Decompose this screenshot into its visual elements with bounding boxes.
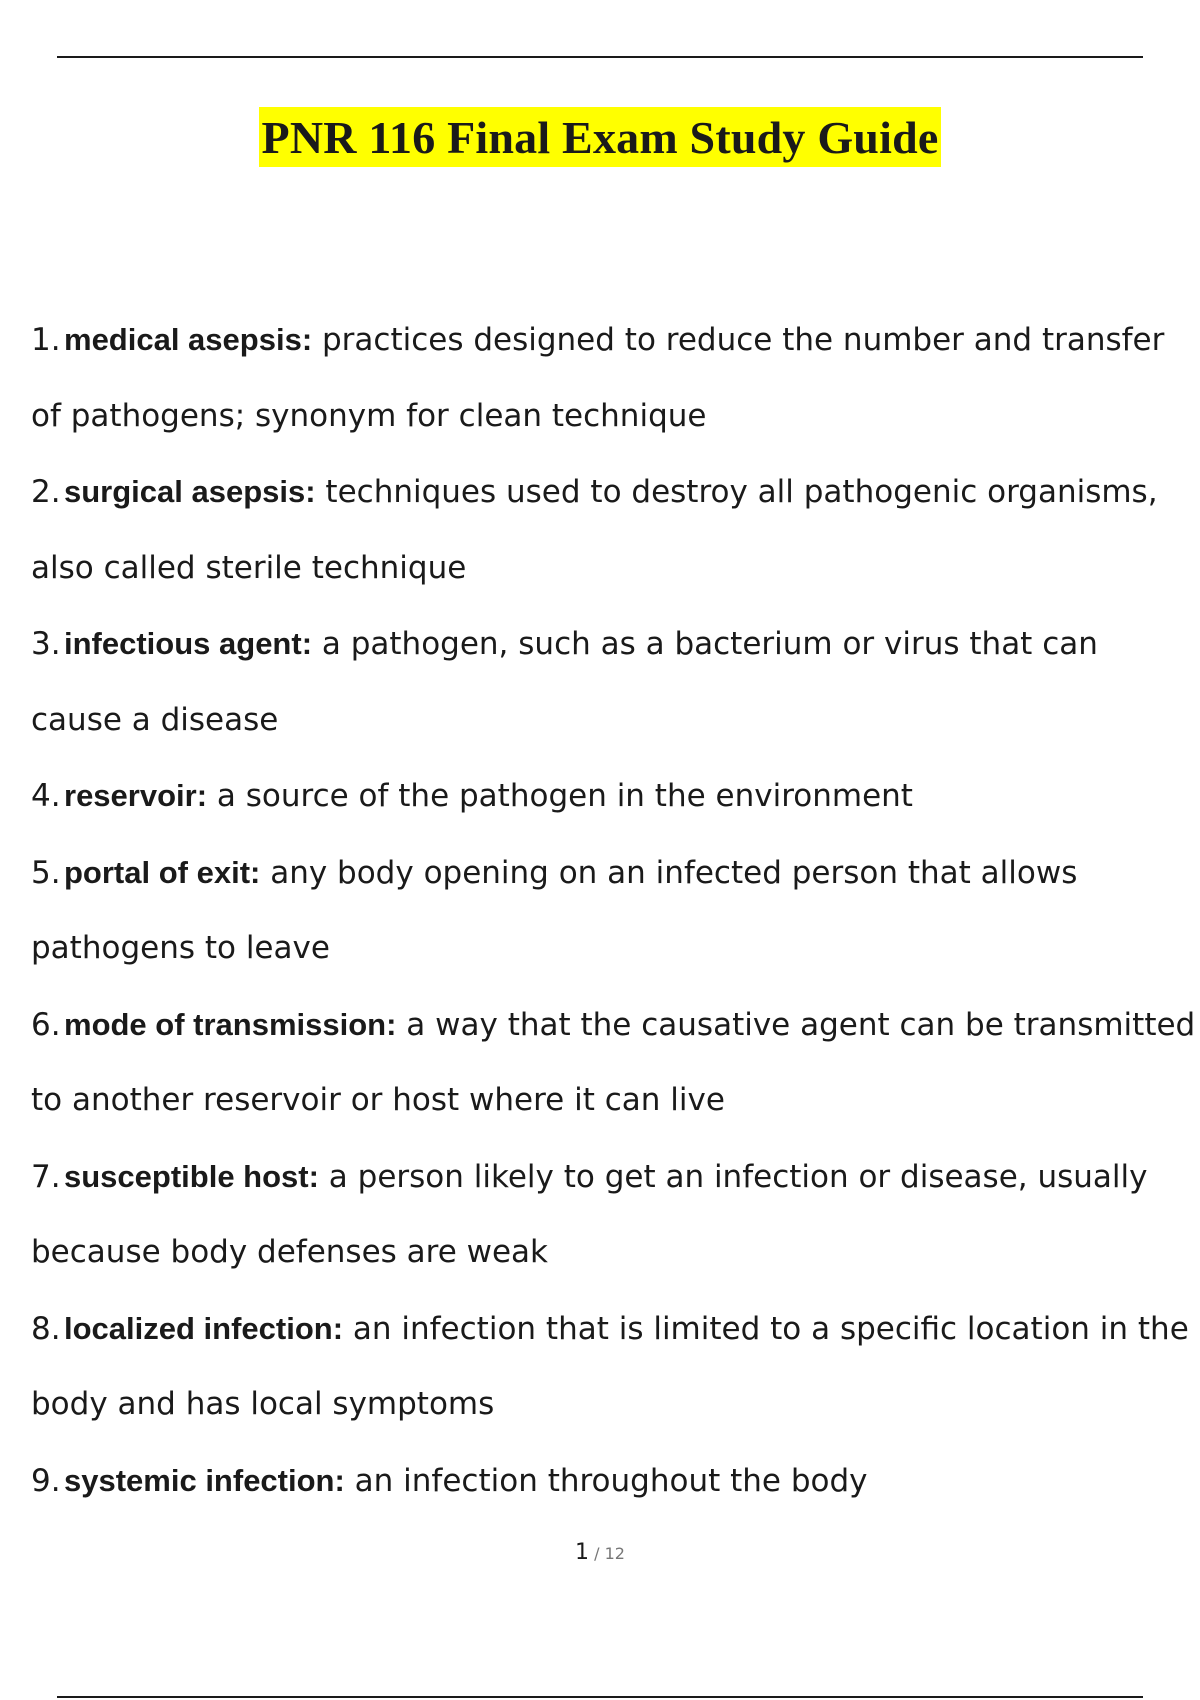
list-item bbox=[31, 758, 1196, 835]
item-term: localized infection: bbox=[64, 1310, 344, 1346]
item-term: infectious agent: bbox=[64, 626, 313, 661]
item-definition: a way that the causative agent can be transmitted to another reservoir or host where it can live bbox=[31, 1006, 1196, 1118]
total-pages: / 12 bbox=[594, 1544, 625, 1563]
item-term: susceptible host: bbox=[64, 1158, 319, 1194]
item-number: 2. bbox=[31, 474, 61, 510]
item-number: 4. bbox=[31, 778, 61, 814]
list-item bbox=[31, 835, 1196, 987]
item-term: medical asepsis: bbox=[64, 322, 313, 357]
list-item bbox=[31, 454, 1196, 606]
item-definition: a pathogen, such as a bacterium or virus that can cause a disease bbox=[31, 626, 1098, 738]
item-term: surgical asepsis: bbox=[64, 474, 316, 509]
item-definition: a source of the pathogen in the environment bbox=[207, 778, 913, 814]
page-title: PNR 116 Final Exam Study Guide bbox=[259, 107, 942, 167]
item-term: systemic infection: bbox=[64, 1462, 345, 1498]
item-definition: a person likely to get an infection or disease, usually because body defenses are weak bbox=[31, 1158, 1148, 1270]
list-item bbox=[31, 302, 1196, 454]
list-item bbox=[31, 987, 1196, 1139]
bottom-rule bbox=[57, 1696, 1143, 1698]
top-rule bbox=[57, 56, 1143, 58]
item-definition: practices designed to reduce the number and transfer of pathogens; synonym for clean technique bbox=[31, 322, 1165, 434]
list-item bbox=[31, 606, 1196, 758]
title-wrapper bbox=[0, 107, 1200, 167]
item-definition: any body opening on an infected person that allows pathogens to leave bbox=[31, 854, 1078, 966]
item-term: portal of exit: bbox=[64, 854, 261, 890]
item-definition: an infection throughout the body bbox=[344, 1462, 868, 1499]
item-number: 9. bbox=[31, 1462, 61, 1499]
study-guide-list bbox=[31, 302, 1196, 1519]
list-item bbox=[31, 1443, 1196, 1520]
page-indicator bbox=[0, 1540, 1200, 1565]
item-term: reservoir: bbox=[64, 778, 208, 813]
list-item bbox=[31, 1139, 1196, 1291]
item-term: mode of transmission: bbox=[64, 1006, 397, 1042]
item-number: 6. bbox=[31, 1006, 61, 1043]
item-number: 7. bbox=[31, 1158, 61, 1195]
item-number: 5. bbox=[31, 854, 61, 891]
current-page-number: 1 bbox=[575, 1540, 590, 1565]
item-number: 8. bbox=[31, 1310, 61, 1347]
item-number: 3. bbox=[31, 626, 61, 662]
list-item bbox=[31, 1291, 1196, 1443]
item-definition: techniques used to destroy all pathogenic organisms, also called sterile technique bbox=[31, 474, 1158, 586]
item-number: 1. bbox=[31, 322, 61, 358]
item-definition: an infection that is limited to a specific location in the body and has local symptoms bbox=[31, 1310, 1189, 1422]
